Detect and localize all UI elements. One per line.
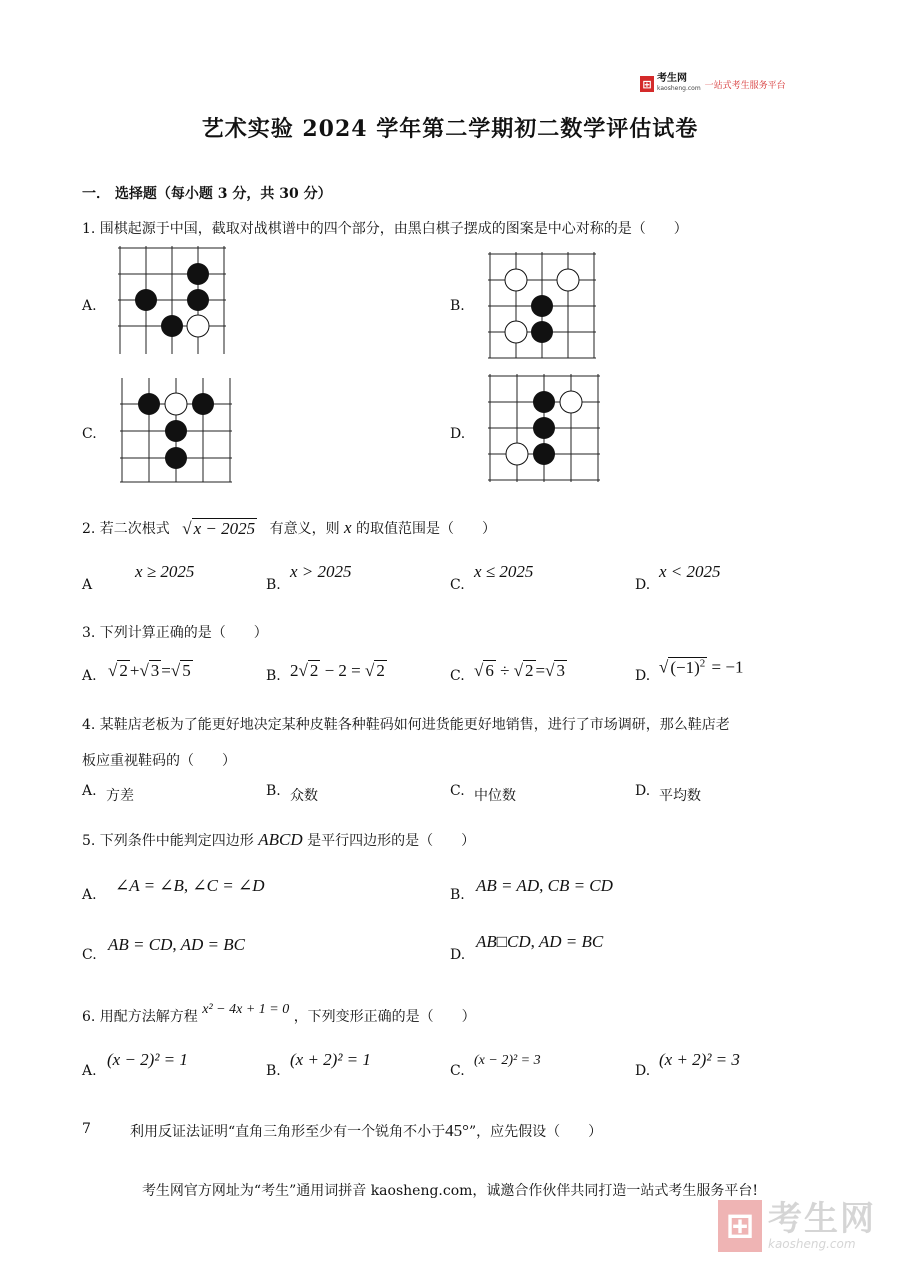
q5-shape: ABCD (258, 830, 303, 849)
q3-option-b: 2√ 2 − 2 = √ 2 (290, 661, 385, 680)
q2-option-b: x > 2025 (290, 562, 352, 581)
black-stone (187, 263, 209, 285)
kaosheng-watermark-icon: ⊞ (718, 1200, 762, 1252)
kaosheng-logo-icon: ⊞ (640, 76, 654, 92)
q4-option-a: 方差 (106, 788, 134, 804)
black-stone (165, 420, 187, 442)
q5-option-b: AB = AD, CB = CD (476, 876, 613, 895)
watermark-logo (718, 1200, 876, 1252)
q5-label-c: C. (82, 947, 97, 963)
q1-label-b: B. (450, 298, 465, 314)
q6-equation: x² − 4x + 1 = 0 (202, 1002, 290, 1017)
q2-label-c: C. (450, 577, 465, 593)
black-stone (135, 289, 157, 311)
logo-slogan: 一站式考生服务平台 (704, 80, 786, 91)
q6-label-a: A. (82, 1063, 97, 1079)
q2-var: x (344, 518, 352, 537)
go-board-b (488, 252, 598, 360)
watermark-name: 考生网 (768, 1199, 876, 1239)
white-stone (557, 269, 579, 291)
q6-option-b: (x + 2)² = 1 (290, 1050, 371, 1069)
q2-option-a: x ≥ 2025 (135, 562, 195, 581)
q4-stem-line2: 板应重视鞋码的（ ） (82, 753, 236, 769)
q4-label-a: A. (82, 783, 97, 799)
q2-pre: 2. 若二次根式 (82, 521, 170, 537)
q5-label-a: A. (82, 887, 97, 903)
q5-option-d: AB□CD, AD = BC (476, 932, 604, 951)
q4-option-b: 众数 (290, 788, 318, 804)
white-stone (506, 443, 528, 465)
q2-radical: √ x − 2025 (182, 519, 256, 538)
q5-label-b: B. (450, 887, 465, 903)
q4-label-d: D. (635, 783, 651, 799)
logo-brand-name: 考生网 (657, 73, 687, 84)
black-stone (533, 417, 555, 439)
page-title: 艺术实验 2024 学年第二学期初二数学评估试卷 (201, 116, 699, 142)
black-stone (531, 295, 553, 317)
q2-mid: 有意义，则 (269, 521, 340, 537)
q4-stem-line1: 4. 某鞋店老板为了能更好地决定某种皮鞋各种鞋码如何进货能更好地销售，进行了市场调研，那么鞋店老 (82, 717, 730, 733)
black-stone (531, 321, 553, 343)
q5-stem: 5. 下列条件中能判定四边形 ABCD 是平行四边形的是（ ） (82, 830, 476, 849)
q2-label-d: D. (635, 577, 651, 593)
q5-label-d: D. (450, 947, 466, 963)
q3-label-d: D. (635, 668, 651, 684)
q2-radicand: x − 2025 (193, 519, 256, 538)
page-footer: 考生网官方网址为“考生”通用词拼音 kaosheng.com，诚邀合作伙伴共同打造一站式考生服务平台! (141, 1183, 759, 1199)
q4-option-d: 平均数 (659, 788, 701, 804)
white-stone (505, 321, 527, 343)
q6-option-a: (x − 2)² = 1 (107, 1050, 188, 1069)
black-stone (165, 447, 187, 469)
q6-label-d: D. (635, 1063, 651, 1079)
white-stone (505, 269, 527, 291)
q5-option-c: AB = CD, AD = BC (108, 935, 245, 954)
q1-stem: 1. 围棋起源于中国，截取对战棋谱中的四个部分，由黑白棋子摆成的图案是中心对称的是（ ） (82, 221, 688, 237)
black-stone (187, 289, 209, 311)
header-logo (640, 74, 786, 94)
black-stone (192, 393, 214, 415)
q2-option-d: x < 2025 (659, 562, 721, 581)
black-stone (533, 443, 555, 465)
q2-label-a: A (82, 577, 93, 593)
q2-label-b: B. (266, 577, 281, 593)
q6-stem: 6. 用配方法解方程 x² − 4x + 1 = 0 ，下列变形正确的是（ ） (82, 1002, 476, 1025)
q2-option-c: x ≤ 2025 (474, 562, 534, 581)
q2-post: 的取值范围是（ ） (356, 521, 497, 537)
q3-option-a: √ 2 +√ 3 =√ 5 (108, 661, 191, 680)
q7-number: 7 (82, 1121, 91, 1137)
q6-label-c: C. (450, 1063, 465, 1079)
q7-angle: 45° (445, 1121, 469, 1140)
q1-label-a: A. (82, 298, 97, 314)
white-stone (187, 315, 209, 337)
white-stone (165, 393, 187, 415)
q6-label-b: B. (266, 1063, 281, 1079)
black-stone (161, 315, 183, 337)
watermark-domain: kaosheng.com (768, 1237, 856, 1251)
black-stone (533, 391, 555, 413)
q5-option-a: ∠A = ∠B, ∠C = ∠D (115, 876, 265, 895)
q1-label-c: C. (82, 426, 97, 442)
q4-label-c: C. (450, 783, 465, 799)
q6-option-d: (x + 2)² = 3 (659, 1050, 740, 1069)
q3-label-b: B. (266, 668, 281, 684)
logo-domain: kaosheng.com (657, 85, 701, 92)
go-board-c (120, 378, 232, 484)
q3-option-c: √ 6 ÷ √ 2 =√ 3 (474, 661, 565, 680)
q7-stem: 利用反证法证明“直角三角形至少有一个锐角不小于45°”，应先假设（ ） (130, 1121, 603, 1140)
go-board-d (488, 374, 600, 484)
black-stone (138, 393, 160, 415)
q3-stem: 3. 下列计算正确的是（ ） (82, 625, 268, 641)
q3-option-d: √ $(-1)^2 = -1$ (659, 657, 744, 677)
q3-label-c: C. (450, 668, 465, 684)
q4-label-b: B. (266, 783, 281, 799)
go-board-a (118, 246, 228, 358)
q2-stem (82, 518, 496, 539)
q6-option-c: (x − 2)² = 3 (474, 1053, 541, 1068)
section-heading: 一． 选择题（每小题 3 分，共 30 分） (82, 186, 332, 202)
q3-label-a: A. (82, 668, 97, 684)
white-stone (560, 391, 582, 413)
q4-option-c: 中位数 (474, 788, 516, 804)
q1-label-d: D. (450, 426, 466, 442)
